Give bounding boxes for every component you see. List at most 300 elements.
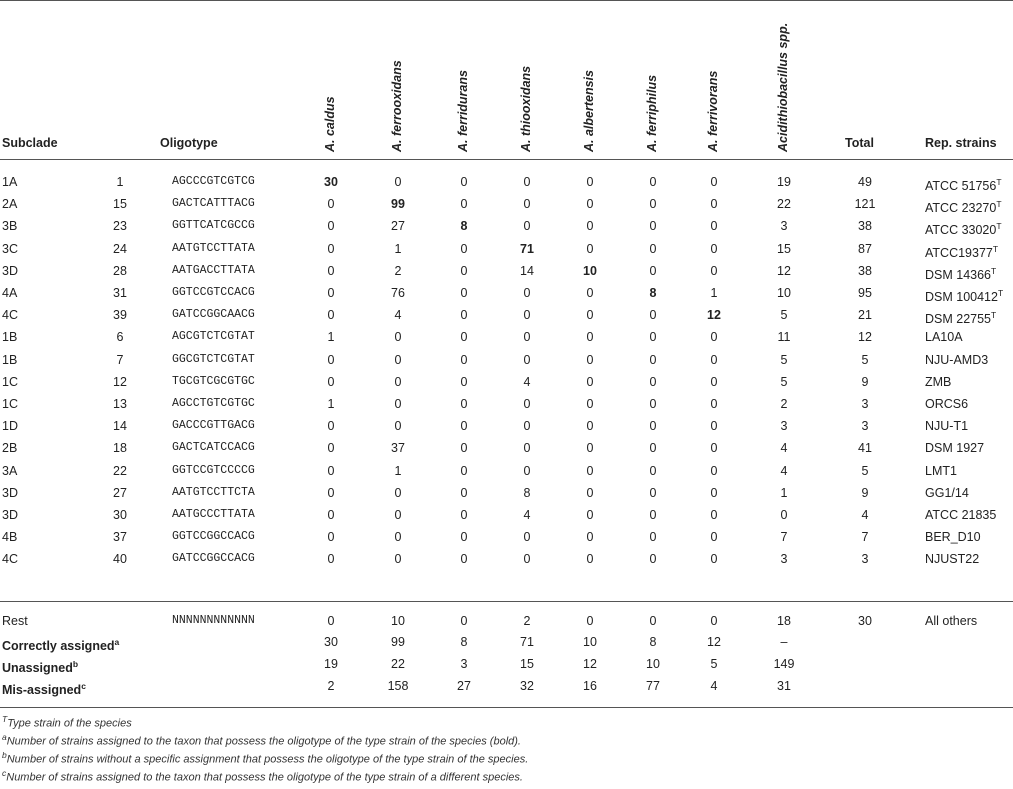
- cell-count: 3: [780, 219, 788, 234]
- summary-row: [0, 631, 1013, 653]
- cell-count: 0: [586, 219, 594, 234]
- cell-count: 0: [523, 552, 531, 567]
- cell-rep-strain: ATCC $33020^T$: [925, 221, 1002, 238]
- cell-count: 1: [780, 485, 788, 500]
- cell-count: 0: [649, 197, 657, 212]
- cell-subclade: 1D: [2, 419, 18, 434]
- footnote: $^T$Type strain of the species: [2, 714, 132, 730]
- cell-count: 0: [460, 614, 468, 628]
- cell-count: 5: [780, 374, 788, 389]
- cell-count: 0: [394, 508, 402, 522]
- cell-total: 95: [858, 286, 872, 300]
- cell-oligotype-number: 1: [116, 175, 124, 189]
- cell-count: 12: [777, 263, 791, 278]
- cell-count: 4: [394, 308, 402, 323]
- cell-count: 0: [710, 397, 718, 411]
- table-row: [0, 326, 1013, 348]
- cell-count: 0: [586, 614, 594, 628]
- cell-count: 0: [649, 374, 657, 389]
- cell-count: 27: [391, 219, 405, 234]
- table-row: [0, 215, 1013, 237]
- cell-count: 0: [460, 374, 468, 389]
- cell-count: 0: [710, 175, 718, 189]
- cell-count: 0: [710, 219, 718, 234]
- cell-count: 22: [777, 197, 791, 212]
- cell-rep-strain: All others: [925, 614, 978, 628]
- cell-count: 0: [649, 330, 657, 345]
- header-species-5: A. ferriphilus: [645, 74, 659, 152]
- cell-count: 15: [520, 657, 534, 671]
- cell-count: 0: [710, 263, 718, 278]
- table-row: [0, 304, 1013, 326]
- cell-count: 0: [710, 241, 718, 256]
- cell-oligotype-number: 39: [113, 308, 127, 323]
- cell-count: 0: [710, 441, 718, 456]
- footnote: $^b$Number of strains without a specific assignment that possess the oligotype of the type strain of the species.: [2, 750, 529, 766]
- cell-oligotype-sequence: AATGTCCTTCTA: [172, 485, 255, 499]
- cell-count: 0: [394, 330, 402, 345]
- cell-count: 149: [773, 657, 795, 671]
- cell-count: 0: [649, 397, 657, 411]
- cell-count: 71: [520, 635, 534, 649]
- cell-count: 1: [327, 330, 335, 345]
- cell-rep-strain: DSM $14366^T$: [925, 265, 997, 282]
- cell-subclade: 3D: [2, 485, 18, 500]
- header-species-1: A. ferrooxidans: [390, 60, 404, 152]
- cell-oligotype-sequence: AGCCCGTCGTCG: [172, 175, 255, 188]
- cell-count: 0: [460, 530, 468, 545]
- cell-count: 0: [710, 508, 718, 522]
- bottom-rule: [0, 707, 1013, 708]
- cell-count: 0: [649, 219, 657, 234]
- cell-rep-strain: NJUST22: [925, 552, 980, 567]
- cell-count: 0: [649, 530, 657, 545]
- cell-count: 2: [327, 679, 335, 693]
- cell-count: 4: [523, 374, 531, 389]
- cell-oligotype-number: 30: [113, 508, 127, 522]
- cell-count: 8: [523, 485, 531, 500]
- cell-count: 0: [523, 219, 531, 234]
- footnote: $^a$Number of strains assigned to the taxon that possess the oligotype of the type strain of the species (bold).: [2, 732, 521, 748]
- cell-total: 5: [861, 352, 869, 367]
- cell-rep-strain: NJU-AMD3: [925, 352, 989, 367]
- cell-count: 0: [523, 530, 531, 545]
- cell-count: 2: [780, 397, 788, 411]
- cell-total: 21: [858, 308, 872, 323]
- cell-oligotype-sequence: AATGCCCTTATA: [172, 508, 255, 521]
- cell-count: 0: [586, 397, 594, 411]
- cell-rep-strain: ZMB: [925, 374, 952, 389]
- cell-count: 10: [583, 263, 597, 278]
- cell-rest-label: Rest: [2, 614, 28, 628]
- cell-total: 49: [858, 175, 872, 189]
- table-row: [0, 437, 1013, 459]
- cell-count: 0: [460, 241, 468, 256]
- cell-count: 0: [523, 308, 531, 323]
- cell-count: 0: [394, 530, 402, 545]
- cell-total: 41: [858, 441, 872, 456]
- cell-count: 0: [586, 175, 594, 189]
- cell-oligotype-sequence: GACTCATTTACG: [172, 197, 255, 211]
- cell-count: –: [780, 635, 788, 649]
- cell-count: 5: [780, 308, 788, 323]
- cell-oligotype-sequence: GACCCGTTGACG: [172, 419, 255, 433]
- header-subclade: Subclade: [2, 136, 58, 150]
- cell-oligotype-sequence: GATCCGGCCACG: [172, 552, 255, 566]
- cell-count: 0: [586, 241, 594, 256]
- table-row: [0, 238, 1013, 260]
- cell-count: 0: [327, 374, 335, 389]
- cell-count: 0: [649, 241, 657, 256]
- summary-row: [0, 675, 1013, 697]
- cell-oligotype-number: 6: [116, 330, 124, 345]
- cell-count: 0: [710, 614, 718, 628]
- cell-count: 12: [707, 308, 721, 323]
- cell-oligotype-sequence: AATGACCTTATA: [172, 263, 255, 277]
- cell-total: 121: [854, 197, 876, 212]
- cell-rep-strain: GG1/14: [925, 485, 969, 500]
- cell-oligotype-sequence: GGCGTCTCGTAT: [172, 352, 255, 366]
- cell-oligotype-number: 40: [113, 552, 127, 567]
- cell-total: 38: [858, 263, 872, 278]
- cell-count: 1: [394, 241, 402, 256]
- cell-oligotype-sequence: GATCCGGCAACG: [172, 308, 255, 322]
- cell-subclade: 4C: [2, 552, 18, 567]
- table-row: [0, 371, 1013, 393]
- cell-count: 99: [391, 197, 405, 212]
- cell-count: 0: [523, 175, 531, 189]
- cell-count: 3: [460, 657, 468, 671]
- cell-count: 0: [460, 330, 468, 345]
- cell-count: 0: [460, 397, 468, 411]
- cell-count: 0: [523, 330, 531, 345]
- table-row: [0, 460, 1013, 482]
- cell-count: 37: [391, 441, 405, 456]
- table-row: [0, 193, 1013, 215]
- cell-oligotype-number: 27: [113, 485, 127, 500]
- cell-count: 19: [777, 175, 791, 189]
- cell-rep-strain: ORCS6: [925, 397, 969, 411]
- cell-oligotype-number: 14: [113, 419, 127, 434]
- table-row: [0, 526, 1013, 548]
- table-row: [0, 415, 1013, 437]
- cell-subclade: 1B: [2, 352, 18, 367]
- cell-subclade: 3D: [2, 263, 18, 278]
- cell-oligotype-sequence: GGTCCGTCCACG: [172, 286, 255, 299]
- header-oligotype: Oligotype: [160, 136, 218, 150]
- cell-count: 0: [460, 508, 468, 522]
- cell-oligotype-number: 23: [113, 219, 127, 234]
- cell-count: 0: [586, 374, 594, 389]
- cell-count: 3: [780, 552, 788, 567]
- cell-count: 0: [460, 308, 468, 323]
- cell-count: 10: [583, 635, 597, 649]
- cell-oligotype-sequence: GGTCCGGCCACG: [172, 530, 255, 544]
- cell-oligotype-sequence: AGCCTGTCGTGC: [172, 397, 255, 410]
- cell-count: 0: [710, 419, 718, 434]
- header-rule: [0, 159, 1013, 160]
- cell-count: 0: [649, 614, 657, 628]
- rest-rule: [0, 601, 1013, 602]
- cell-count: 0: [460, 352, 468, 367]
- header-species-2: A. ferridurans: [456, 70, 470, 152]
- cell-subclade: 1C: [2, 374, 18, 389]
- cell-total: 9: [861, 374, 869, 389]
- cell-count: 0: [586, 441, 594, 456]
- cell-count: 5: [710, 657, 718, 671]
- cell-count: 0: [327, 614, 335, 628]
- cell-summary-label: Unassigned$^b$: [2, 659, 79, 676]
- cell-summary-label: Correctly assigned$^a$: [2, 637, 120, 654]
- cell-count: 31: [777, 679, 791, 693]
- cell-count: 0: [710, 463, 718, 478]
- cell-count: 12: [583, 657, 597, 671]
- cell-count: 0: [649, 552, 657, 567]
- cell-count: 0: [460, 441, 468, 456]
- cell-total: 12: [858, 330, 872, 345]
- table-row: [0, 548, 1013, 570]
- cell-oligotype-number: 22: [113, 463, 127, 478]
- table-row: [0, 349, 1013, 371]
- cell-rep-strain: ATCC $23270^T$: [925, 199, 1002, 216]
- cell-count: 4: [780, 463, 788, 478]
- cell-total: 3: [861, 397, 869, 411]
- cell-count: 10: [646, 657, 660, 671]
- cell-count: 0: [327, 463, 335, 478]
- cell-oligotype-sequence: GGTTCATCGCCG: [172, 219, 255, 233]
- cell-oligotype-sequence: GACTCATCCACG: [172, 441, 255, 455]
- cell-count: 0: [394, 175, 402, 189]
- cell-count: 30: [324, 635, 338, 649]
- cell-count: 2: [523, 614, 531, 628]
- cell-count: 27: [457, 679, 471, 693]
- cell-oligotype-number: 12: [113, 374, 127, 389]
- cell-oligotype-sequence: GGTCCGTCCCCG: [172, 463, 255, 477]
- cell-count: 0: [327, 419, 335, 434]
- cell-count: 18: [777, 614, 791, 628]
- cell-count: 0: [649, 175, 657, 189]
- cell-subclade: 1C: [2, 397, 18, 411]
- cell-subclade: 2B: [2, 441, 18, 456]
- cell-count: 0: [327, 241, 335, 256]
- header-species-3: A. thiooxidans: [519, 65, 533, 152]
- table-row: [0, 482, 1013, 504]
- cell-count: 0: [710, 485, 718, 500]
- cell-rep-strain: ATCC $51756^T$: [925, 177, 1002, 194]
- cell-count: 0: [710, 374, 718, 389]
- cell-count: 0: [394, 374, 402, 389]
- table-row: [0, 282, 1013, 304]
- cell-count: 0: [523, 352, 531, 367]
- cell-count: 12: [707, 635, 721, 649]
- header-species-6: A. ferrivorans: [706, 70, 720, 152]
- cell-count: 0: [394, 485, 402, 500]
- cell-oligotype-sequence: AGCGTCTCGTAT: [172, 330, 255, 344]
- cell-total: 87: [858, 241, 872, 256]
- cell-count: 0: [649, 419, 657, 434]
- cell-count: 0: [327, 219, 335, 234]
- cell-count: 1: [327, 397, 335, 411]
- cell-count: 0: [394, 352, 402, 367]
- cell-subclade: 3C: [2, 241, 18, 256]
- cell-count: 30: [324, 175, 338, 189]
- cell-count: 0: [586, 530, 594, 545]
- cell-count: 0: [649, 352, 657, 367]
- cell-count: 0: [523, 441, 531, 456]
- cell-count: 7: [780, 530, 788, 545]
- header-rep-strains: Rep. strains: [925, 136, 997, 150]
- cell-count: 0: [649, 263, 657, 278]
- cell-subclade: 3D: [2, 508, 18, 522]
- cell-oligotype-sequence: NNNNNNNNNNNN: [172, 614, 255, 627]
- cell-count: 0: [394, 419, 402, 434]
- cell-count: 0: [586, 552, 594, 567]
- cell-count: 14: [520, 263, 534, 278]
- table-row: [0, 393, 1013, 415]
- cell-count: 0: [710, 330, 718, 345]
- cell-count: 0: [327, 263, 335, 278]
- cell-rep-strain: NJU-T1: [925, 419, 969, 434]
- cell-count: 77: [646, 679, 660, 693]
- cell-subclade: 4C: [2, 308, 18, 323]
- cell-count: 0: [586, 463, 594, 478]
- cell-count: 0: [586, 197, 594, 212]
- summary-row: [0, 653, 1013, 675]
- cell-rep-strain: BER_D10: [925, 530, 981, 545]
- cell-count: 0: [394, 397, 402, 411]
- cell-count: 0: [327, 352, 335, 367]
- cell-count: 0: [523, 463, 531, 478]
- cell-summary-label: Mis-assigned$^c$: [2, 681, 86, 698]
- cell-count: 32: [520, 679, 534, 693]
- cell-count: 0: [327, 286, 335, 300]
- cell-oligotype-number: 13: [113, 397, 127, 411]
- cell-count: 0: [586, 419, 594, 434]
- cell-count: 0: [460, 552, 468, 567]
- cell-count: 0: [710, 197, 718, 212]
- cell-oligotype-number: 28: [113, 263, 127, 278]
- cell-count: 3: [780, 419, 788, 434]
- header-species-4: A. albertensis: [582, 70, 596, 152]
- cell-subclade: 2A: [2, 197, 18, 212]
- cell-count: 8: [649, 286, 657, 300]
- cell-count: 8: [460, 219, 468, 234]
- cell-count: 0: [327, 530, 335, 545]
- cell-rep-strain: DSM $100412^T$: [925, 288, 1004, 305]
- cell-oligotype-number: 37: [113, 530, 127, 545]
- cell-rep-strain: DSM 1927: [925, 441, 985, 456]
- cell-count: 0: [327, 441, 335, 456]
- cell-rep-strain: DSM $22755^T$: [925, 310, 997, 327]
- cell-count: 0: [649, 308, 657, 323]
- header-species-7: Acidithiobacillus spp.: [776, 22, 790, 152]
- cell-count: 0: [586, 352, 594, 367]
- cell-count: 0: [710, 352, 718, 367]
- cell-total: 30: [858, 614, 872, 628]
- cell-count: 8: [460, 635, 468, 649]
- cell-rep-strain: LMT1: [925, 463, 957, 478]
- cell-oligotype-number: 15: [113, 197, 127, 212]
- cell-count: 1: [394, 463, 402, 478]
- cell-count: 0: [460, 197, 468, 212]
- cell-count: 10: [777, 286, 791, 300]
- cell-subclade: 3A: [2, 463, 18, 478]
- cell-count: 76: [391, 286, 405, 300]
- cell-oligotype-sequence: AATGTCCTTATA: [172, 241, 255, 255]
- cell-count: 5: [780, 352, 788, 367]
- cell-count: 0: [460, 263, 468, 278]
- cell-count: 4: [710, 679, 718, 693]
- cell-count: 0: [460, 419, 468, 434]
- cell-count: 4: [523, 508, 531, 522]
- cell-oligotype-sequence: TGCGTCGCGTGC: [172, 374, 255, 388]
- cell-subclade: 1B: [2, 330, 18, 345]
- cell-oligotype-number: 31: [113, 286, 127, 300]
- cell-count: 0: [586, 308, 594, 323]
- cell-count: 8: [649, 635, 657, 649]
- cell-count: 158: [387, 679, 409, 693]
- cell-count: 0: [523, 286, 531, 300]
- cell-total: 3: [861, 552, 869, 567]
- cell-count: 0: [460, 286, 468, 300]
- table-row: [0, 171, 1013, 193]
- cell-count: 99: [391, 635, 405, 649]
- cell-count: 0: [710, 552, 718, 567]
- cell-oligotype-number: 24: [113, 241, 127, 256]
- cell-oligotype-number: 7: [116, 352, 124, 367]
- cell-count: 0: [460, 175, 468, 189]
- cell-count: 0: [649, 441, 657, 456]
- cell-count: 0: [586, 330, 594, 345]
- cell-total: 4: [861, 508, 869, 522]
- cell-count: 0: [586, 286, 594, 300]
- cell-total: 7: [861, 530, 869, 545]
- cell-rep-strain: LA10A: [925, 330, 963, 345]
- cell-count: 0: [460, 485, 468, 500]
- cell-count: 4: [780, 441, 788, 456]
- cell-count: 0: [649, 508, 657, 522]
- table-row: [0, 504, 1013, 526]
- cell-count: 10: [391, 614, 405, 628]
- cell-count: 0: [649, 485, 657, 500]
- cell-count: 0: [460, 463, 468, 478]
- cell-count: 0: [327, 308, 335, 323]
- cell-subclade: 4B: [2, 530, 18, 545]
- cell-count: 0: [780, 508, 788, 522]
- cell-count: 0: [649, 463, 657, 478]
- header-total: Total: [845, 136, 874, 150]
- cell-total: 9: [861, 485, 869, 500]
- cell-oligotype-number: 18: [113, 441, 127, 456]
- cell-count: 0: [586, 485, 594, 500]
- cell-count: 0: [523, 397, 531, 411]
- cell-count: 16: [583, 679, 597, 693]
- cell-rep-strain: ATCC 21835: [925, 508, 997, 522]
- cell-count: 0: [523, 419, 531, 434]
- cell-count: 0: [710, 530, 718, 545]
- header-species-0: A. caldus: [323, 96, 337, 152]
- cell-count: 0: [523, 197, 531, 212]
- cell-total: 3: [861, 419, 869, 434]
- cell-count: 0: [327, 508, 335, 522]
- cell-count: 1: [710, 286, 718, 300]
- cell-subclade: 4A: [2, 286, 18, 300]
- cell-total: 5: [861, 463, 869, 478]
- cell-total: 38: [858, 219, 872, 234]
- cell-count: 15: [777, 241, 791, 256]
- cell-count: 0: [586, 508, 594, 522]
- cell-count: 0: [394, 552, 402, 567]
